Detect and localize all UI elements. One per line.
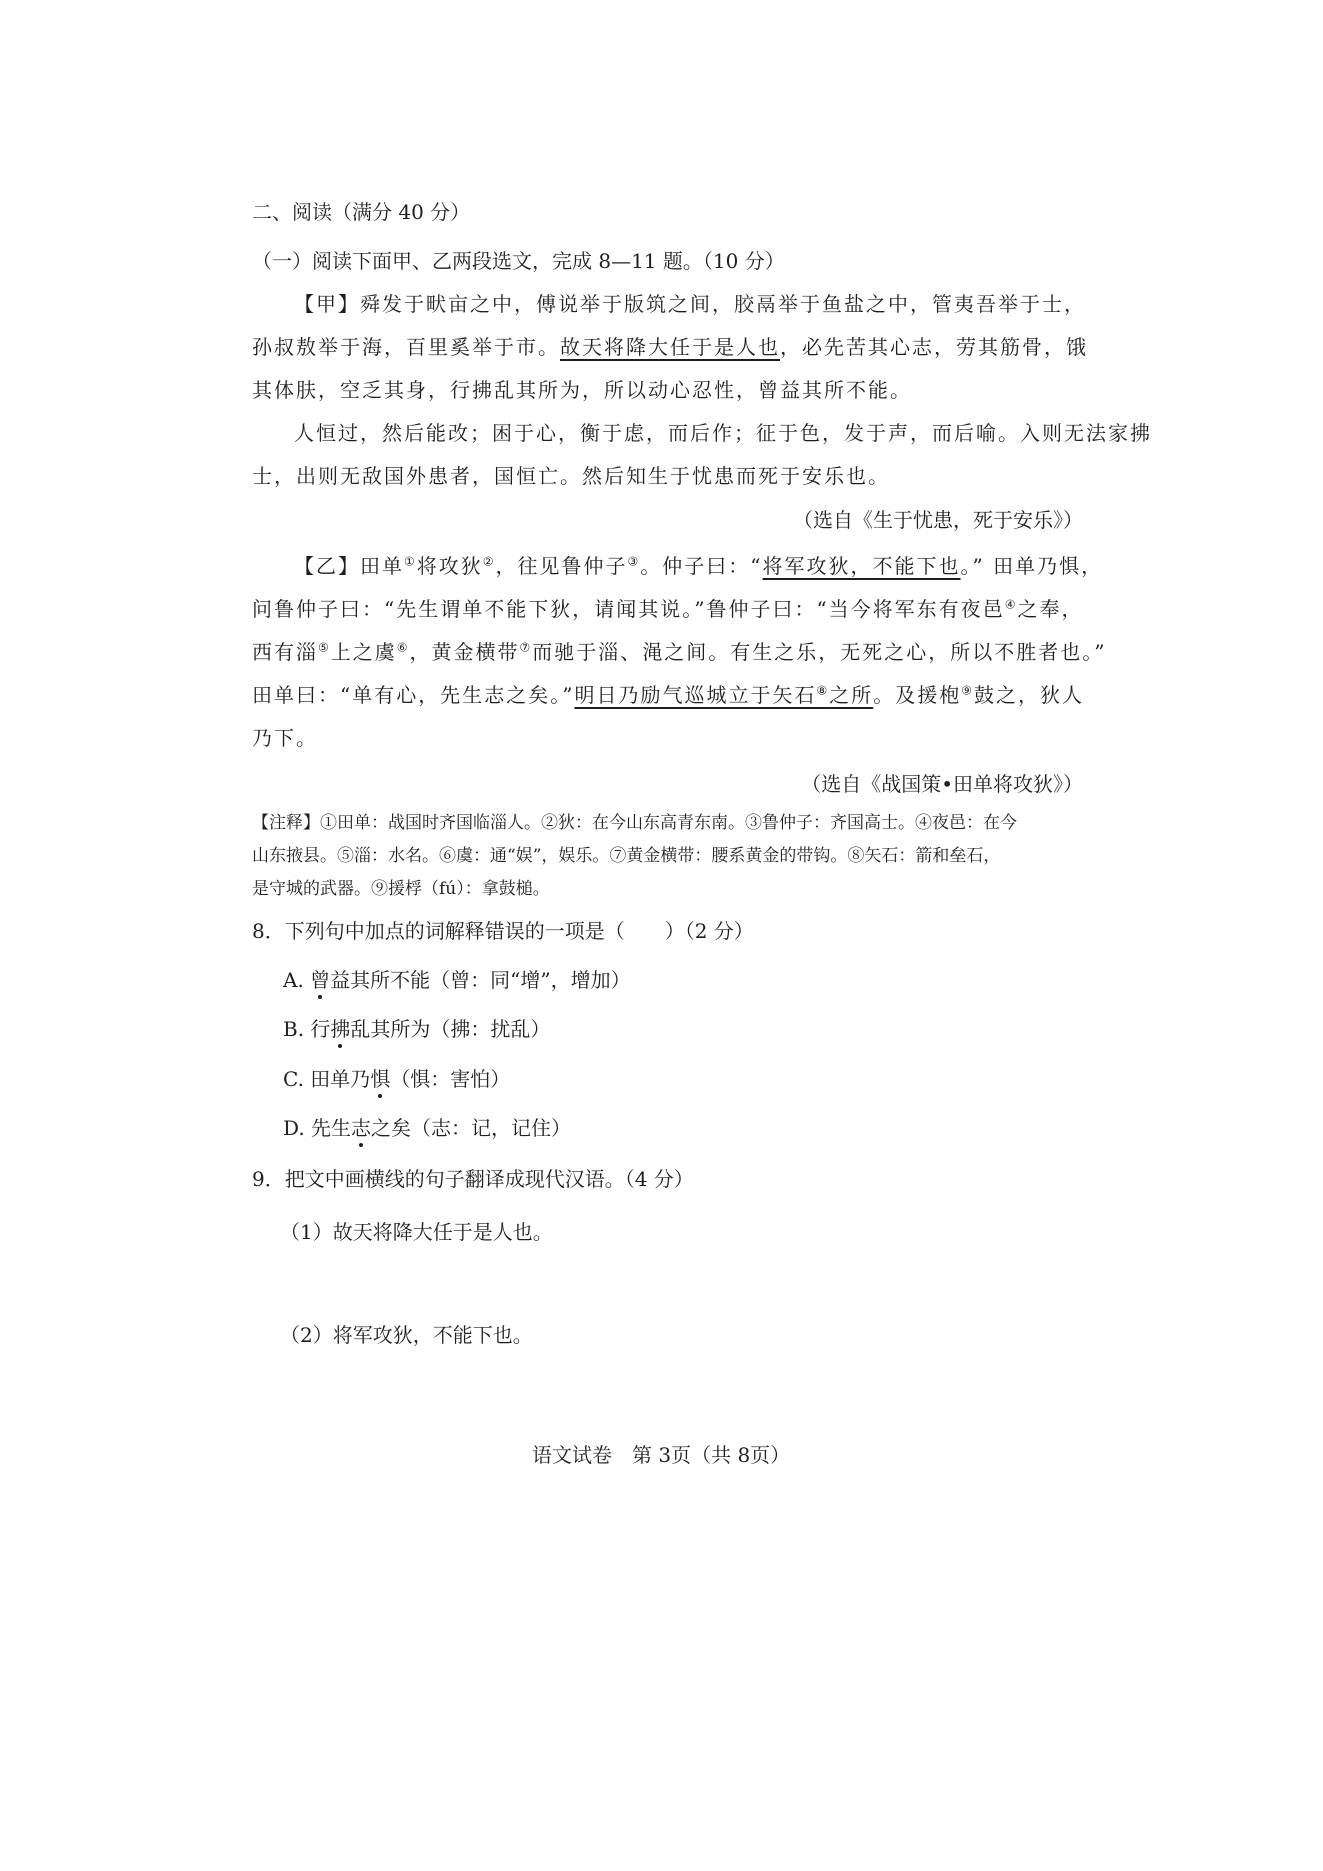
- part-header: （一）阅读下面甲、乙两段选文，完成 8—11 题。（10 分）: [252, 249, 785, 273]
- q9-sentence-2: （2）将军攻狄，不能下也。: [280, 1323, 533, 1347]
- yi-line-1: 【乙】田单①将攻狄②，往见鲁仲子③。仲子曰：“将军攻狄，不能下也。” 田单乃惧，: [294, 554, 1104, 578]
- notes-line-2: 山东掖县。⑤淄：水名。⑥虞：通“娱”，娱乐。⑦黄金横带：腰系黄金的带钩。⑧矢石：箭和垒石，: [252, 846, 1001, 866]
- yi-line-2: 问鲁仲子曰：“先生谓单不能下狄，请闻其说。”鲁仲子曰：“当今将军东有夜邑④之奉，: [252, 597, 1084, 621]
- yi-line-4: 田单曰：“单有心，先生志之矣。”明日乃励气巡城立于矢石⑧之所。及援枹⑨鼓之，狄人: [252, 683, 1084, 707]
- jia-line-3: 其体肤，空乏其身，行拂乱其所为，所以动心忍性，曾益其所不能。: [252, 378, 912, 402]
- question-9-stem: 9．把文中画横线的句子翻译成现代汉语。（4 分）: [252, 1167, 694, 1191]
- jia-line-5: 士，出则无敌国外患者，国恒亡。然后知生于忧患而死于安乐也。: [252, 464, 890, 488]
- notes-line-1: 【注释】①田单：战国时齐国临淄人。②狄：在今山东高青东南。③鲁仲子：齐国高士。④夜邑：在今: [252, 813, 1017, 833]
- underlined-sentence-3: 明日乃励气巡城立于矢石⑧之所: [574, 683, 874, 707]
- page-footer: 语文试卷 第 3页（共 8页）: [532, 1443, 791, 1467]
- footnote-ref: ④: [1004, 597, 1018, 612]
- jia-line-2: 孙叔敖举于海，百里奚举于市。故天将降大任于是人也，必先苦其心志，劳其筋骨，饿: [252, 335, 1088, 359]
- footnote-ref: ②: [482, 554, 496, 569]
- yi-line-3: 西有淄⑤上之虞⑥，黄金横带⑦而驰于淄、渑之间。有生之乐，无死之心，所以不胜者也。”: [252, 640, 1107, 664]
- q9-sentence-1: （1）故天将降大任于是人也。: [280, 1220, 553, 1244]
- dotted-char: 曾: [310, 968, 331, 992]
- footnote-ref: ①: [404, 554, 417, 569]
- notes-line-3: 是守城的武器。⑨援桴（fú）：拿鼓槌。: [252, 879, 550, 899]
- q8-option-d: D. 先生志之矣（志：记，记住）: [283, 1116, 572, 1140]
- jia-line-4: 人恒过，然后能改；困于心，衡于虑，而后作；征于色，发于声，而后喻。入则无法家拂: [294, 421, 1152, 445]
- q8-option-b: B. 行拂乱其所为（拂：扰乱）: [283, 1017, 551, 1041]
- yi-source: （选自《战国策•田单将攻狄》）: [801, 772, 1083, 796]
- yi-line-5: 乃下。: [252, 726, 318, 750]
- jia-source: （选自《生于忧患，死于安乐》）: [793, 508, 1083, 532]
- q8-option-a: A. 曾益其所不能（曾：同“增”，增加）: [283, 968, 631, 992]
- footnote-ref: ⑨: [961, 683, 974, 698]
- question-8-stem: 8．下列句中加点的词解释错误的一项是（ ）（2 分）: [252, 919, 754, 943]
- footnote-ref: ③: [627, 554, 641, 569]
- footnote-ref: ⑧: [816, 683, 830, 698]
- footnote-ref: ⑤: [318, 640, 331, 655]
- jia-line-1: 【甲】舜发于畎亩之中，傅说举于版筑之间，胶鬲举于鱼盐之中，管夷吾举于士，: [294, 292, 1086, 316]
- footnote-ref: ⑥: [396, 640, 410, 655]
- section-title: 二、阅读（满分 40 分）: [252, 200, 471, 224]
- underlined-sentence-1: 故天将降大任于是人也: [560, 335, 780, 359]
- underlined-sentence-2: 将军攻狄，不能下也: [762, 554, 961, 578]
- dotted-char: 志: [351, 1116, 372, 1140]
- footnote-ref: ⑦: [519, 640, 533, 655]
- dotted-char: 惧: [370, 1067, 391, 1091]
- q8-option-c: C. 田单乃惧（惧：害怕）: [283, 1067, 511, 1091]
- dotted-char: 拂: [330, 1017, 351, 1041]
